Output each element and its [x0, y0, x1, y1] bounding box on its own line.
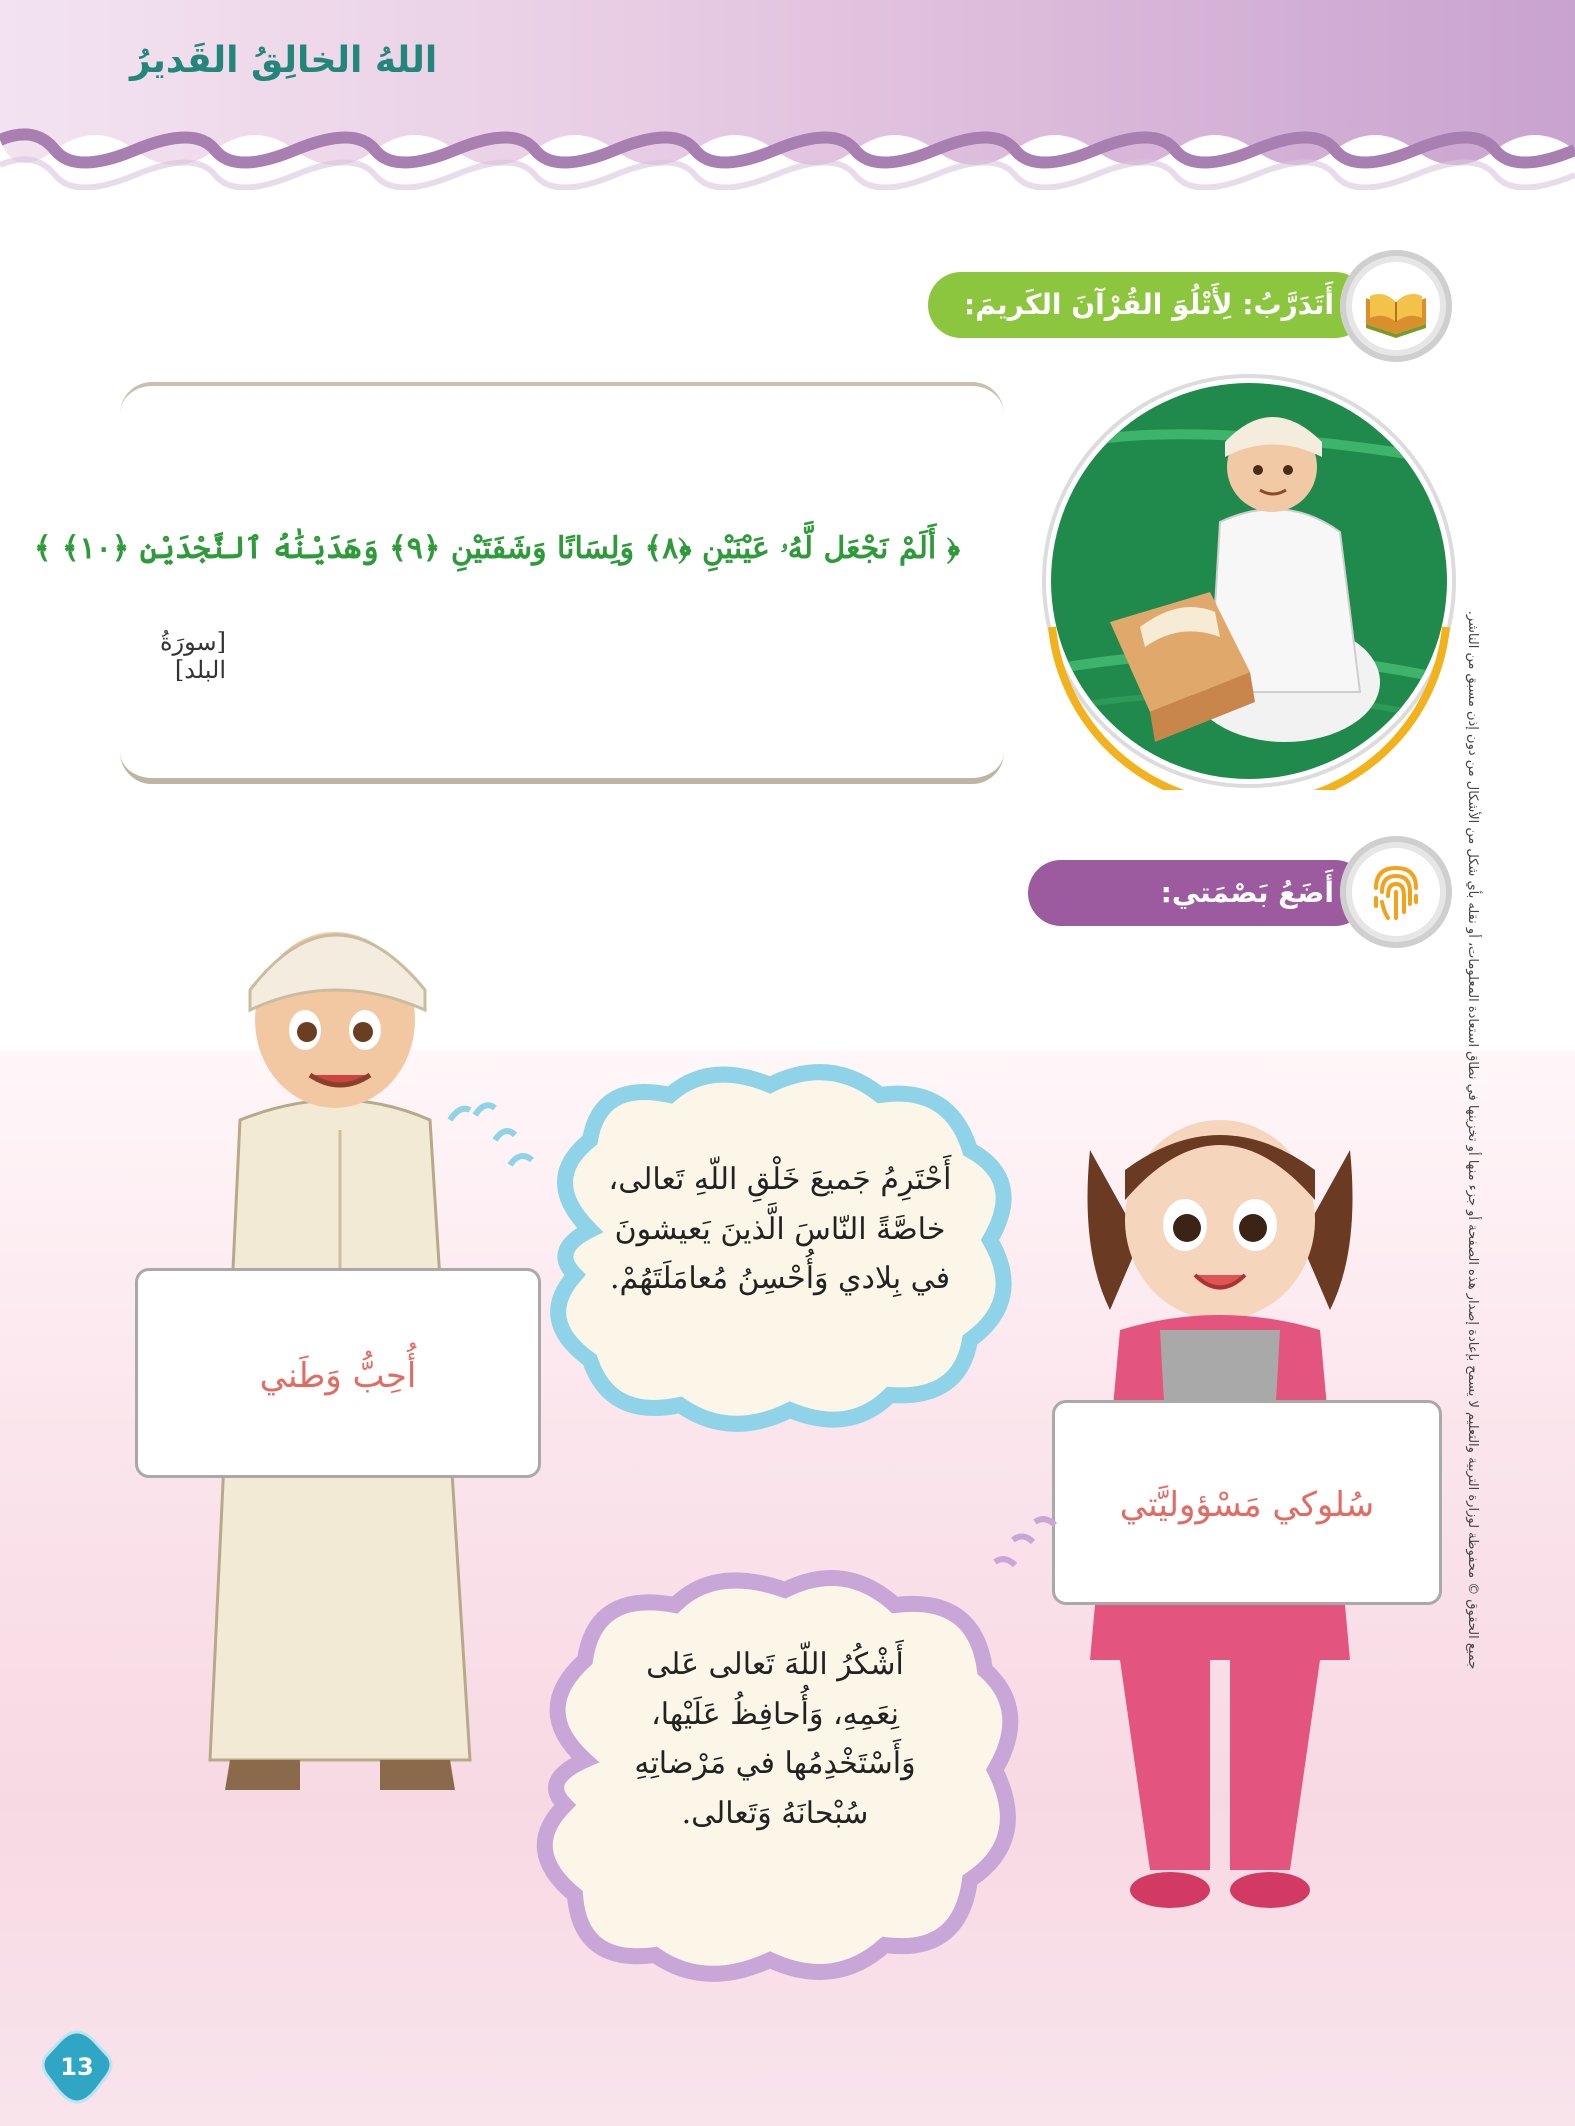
girl-cloud-line: نِعَمِهِ، وَأُحافِظُ عَلَيْها،	[651, 1696, 899, 1732]
girl-cloud-line: أَشْكُرُ اللّهَ تَعالى عَلى	[646, 1647, 904, 1682]
practice-quran-label: أَتَدَرَّبُ: لِأَتْلُوَ القُرْآنَ الكَريمَ:	[928, 272, 1368, 338]
boy-cloud-text	[580, 1155, 980, 1304]
verse-source: [سورَةُ البلد]	[159, 628, 226, 684]
girl-sign: سُلوكي مَسْؤوليَّتي	[1052, 1400, 1442, 1605]
boy-cloud-line: خاصَّةً النّاسَ الَّذينَ يَعيشونَ	[614, 1211, 946, 1247]
page-number: 13	[60, 2053, 94, 2081]
boy-sign: أُحِبُّ وَطَني	[135, 1268, 541, 1478]
girl-cloud-line: سُبْحانَهُ وَتَعالى.	[681, 1795, 869, 1831]
quran-book-icon	[1352, 262, 1440, 350]
copyright-note: جميع الحقوق © محفوظة لوزارة التربية والتعليم لا يسمح بإعادة إصدار هذه الصفحة أو جزء منها أو تخزينها في نطاق استعادة المعلومات، أو نقله بأي شكل من الأشكال من دون إذن مسبق من الناشر.	[1465, 610, 1480, 1670]
fingerprint-icon-badge	[1340, 836, 1452, 948]
girl-thought-bubbles	[985, 1510, 1075, 1600]
chapter-title: اللهُ الخالِقُ القَديرُ	[130, 40, 438, 81]
boy-cloud-line: أَحْتَرِمُ جَميعَ خَلْقِ اللّهِ تَعالى،	[608, 1162, 952, 1197]
boy-thought-bubbles	[440, 1090, 540, 1180]
fingerprint-icon	[1352, 848, 1440, 936]
practice-icon-badge	[1340, 250, 1452, 362]
page-number-badge	[40, 2030, 114, 2104]
girl-cloud-text	[585, 1640, 965, 1838]
page-header	[0, 0, 1575, 190]
verse-box	[33, 382, 1004, 784]
girl-cloud-line: وَأَسْتَخْدِمُها في مَرْضاتِهِ	[634, 1746, 916, 1781]
boy-cloud-line: في بِلادي وَأُحْسِنُ مُعامَلَتَهُمْ.	[609, 1261, 951, 1296]
fingerprint-label: أَضَعُ بَصْمَتي:	[1028, 860, 1368, 926]
boy-reading-quran-illustration	[1040, 372, 1458, 790]
header-wave-banner	[0, 0, 1575, 190]
quran-verse: ﴿ أَلَمْ نَجْعَل لَّهُۥ عَيْنَيْنِ ﴿٨﴾ وَلِسَانًا وَشَفَتَيْنِ ﴿٩﴾ وَهَدَيْنَٰهُ ٱلنَّجْدَيْنِ ﴿١٠﴾ ﴾	[33, 531, 960, 566]
